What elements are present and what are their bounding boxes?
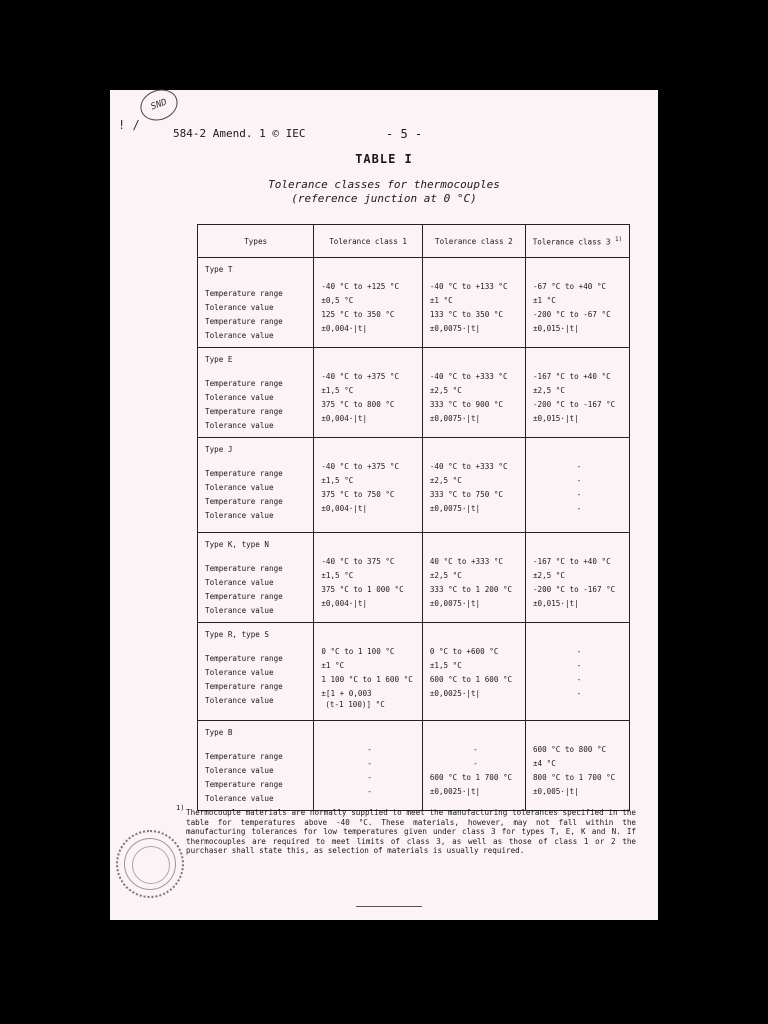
type-cell <box>198 533 314 623</box>
document-page <box>110 90 658 920</box>
type-cell <box>198 721 314 811</box>
footnote <box>176 804 636 856</box>
empty-value: - <box>576 504 582 513</box>
header-class3 <box>525 225 629 258</box>
cell-spacer <box>430 726 521 743</box>
tolerance-value: ±2,5 °C <box>429 571 462 580</box>
thermocouple-type: Type T <box>205 265 233 274</box>
parameter-label: Temperature range <box>205 564 283 573</box>
empty-value: - <box>576 675 582 684</box>
tolerance-value: (t-1 100)] °C <box>325 700 385 709</box>
class2-cell <box>422 348 525 438</box>
empty-value: - <box>473 745 478 754</box>
cell-spacer <box>533 443 625 460</box>
tolerance-value: -40 °C to +333 °C <box>429 462 508 471</box>
tolerance-value: ±0,0025·|t| <box>429 787 481 796</box>
class3-cell-content <box>526 348 629 430</box>
parameter-label: Temperature range <box>205 780 283 789</box>
class2-cell-content <box>423 623 525 705</box>
parameter-label: Tolerance value <box>205 303 274 312</box>
thermocouple-type: Type B <box>205 728 233 737</box>
tolerance-value: -200 °C to -67 °C <box>532 310 611 319</box>
parameter-label: Temperature range <box>205 752 283 761</box>
tolerance-value: 375 °C to 800 °C <box>321 400 395 409</box>
empty-value: - <box>576 476 582 485</box>
cell-spacer <box>321 538 417 555</box>
parameter-label: Tolerance value <box>205 578 274 587</box>
cell-spacer <box>430 443 521 460</box>
parameter-label: Tolerance value <box>205 794 274 803</box>
tolerance-value: 600 °C to 800 °C <box>532 745 607 754</box>
cell-spacer <box>430 353 521 370</box>
class3-cell-content <box>526 258 629 340</box>
tolerance-value: 800 °C to 1 700 °C <box>532 773 616 782</box>
cell-spacer <box>430 263 521 280</box>
tolerance-value: 0 °C to +600 °C <box>429 647 499 656</box>
tolerance-value: ±1 °C <box>532 296 556 305</box>
type-cell <box>198 623 314 721</box>
tolerance-value: ±0,0075·|t| <box>429 504 481 513</box>
tolerance-value: 600 °C to 1 700 °C <box>429 773 513 782</box>
page-number: - 5 - <box>386 127 423 141</box>
class2-cell <box>422 258 525 348</box>
tolerance-value: -200 °C to -167 °C <box>532 585 616 594</box>
thermocouple-type: Type J <box>205 445 233 454</box>
parameter-label: Temperature range <box>205 592 283 601</box>
class1-cell-content <box>314 438 421 520</box>
parameter-label: Tolerance value <box>205 483 274 492</box>
tolerance-value: ±1 °C <box>321 661 345 670</box>
class2-cell-content <box>423 533 525 615</box>
table-caption <box>110 178 658 206</box>
tolerance-table <box>197 224 630 811</box>
empty-value: - <box>576 647 582 656</box>
type-cell-content <box>198 533 313 622</box>
tolerance-value: -67 °C to +40 °C <box>532 282 607 291</box>
parameter-label: Tolerance value <box>205 766 274 775</box>
tolerance-value: -167 °C to +40 °C <box>532 372 611 381</box>
class3-cell-content <box>526 721 629 803</box>
parameter-label: Tolerance value <box>205 393 274 402</box>
tolerance-value: ±0,004·|t| <box>321 324 368 333</box>
tolerance-value: ±2,5 °C <box>429 476 462 485</box>
tolerance-value: ±4 °C <box>532 759 556 768</box>
parameter-label: Temperature range <box>205 407 283 416</box>
class2-cell <box>422 623 525 721</box>
tolerance-value: 375 °C to 1 000 °C <box>321 585 404 594</box>
class2-cell-content <box>423 721 525 803</box>
tolerance-value: -40 °C to +333 °C <box>429 372 508 381</box>
class1-cell <box>314 623 422 721</box>
tolerance-value: 133 °C to 350 °C <box>429 310 503 319</box>
header-types: Types <box>198 225 314 258</box>
seal-stamp <box>116 830 184 898</box>
footnote-mark: 1) <box>176 804 185 812</box>
header-class3-footnote-ref: 1) <box>615 236 623 244</box>
tolerance-value: 0 °C to 1 100 °C <box>321 647 395 656</box>
empty-value: - <box>576 462 582 471</box>
class2-cell <box>422 721 525 811</box>
class1-cell <box>314 438 422 533</box>
tolerance-value: -40 °C to +125 °C <box>321 282 400 291</box>
tolerance-value: ±0,004·|t| <box>321 414 368 423</box>
tolerance-value: ±0,0075·|t| <box>429 599 481 608</box>
empty-value: - <box>576 689 582 698</box>
type-cell-content <box>198 623 313 712</box>
tolerance-value: ±2,5 °C <box>532 571 565 580</box>
empty-value: - <box>473 759 478 768</box>
tolerance-value: 333 °C to 1 200 °C <box>429 585 513 594</box>
table-row <box>198 533 630 623</box>
class3-cell <box>525 438 629 533</box>
type-cell <box>198 348 314 438</box>
table-body <box>198 258 630 811</box>
tolerance-value: 125 °C to 350 °C <box>321 310 395 319</box>
empty-value: - <box>367 787 372 796</box>
table-row <box>198 348 630 438</box>
cell-spacer <box>533 263 625 280</box>
class3-cell-content <box>526 533 629 615</box>
parameter-label: Tolerance value <box>205 331 274 340</box>
tolerance-value: ±2,5 °C <box>429 386 462 395</box>
empty-value: - <box>367 759 372 768</box>
table-row <box>198 721 630 811</box>
class1-cell <box>314 258 422 348</box>
parameter-label: Tolerance value <box>205 606 274 615</box>
tolerance-value: -167 °C to +40 °C <box>532 557 611 566</box>
class1-cell-content <box>314 348 421 430</box>
tolerance-value: ±1,5 °C <box>321 386 354 395</box>
type-cell-content <box>198 721 313 810</box>
tolerance-value: 333 °C to 750 °C <box>429 490 503 499</box>
cell-spacer <box>533 353 625 370</box>
thermocouple-type: Type R, type S <box>205 630 270 639</box>
tolerance-value: ±0,004·|t| <box>321 599 368 608</box>
class3-cell <box>525 721 629 811</box>
empty-value: - <box>576 490 582 499</box>
tolerance-value: -40 °C to +375 °C <box>321 372 400 381</box>
cell-spacer <box>533 628 625 645</box>
tolerance-value: ±0,005·|t| <box>532 787 579 796</box>
type-cell-content <box>198 258 313 347</box>
tolerance-value: ±1,5 °C <box>321 476 354 485</box>
cell-spacer <box>430 538 521 555</box>
tolerance-value: ±0,015·|t| <box>532 414 579 423</box>
tolerance-value: ±[1 + 0,003 <box>321 689 372 698</box>
tolerance-value: ±2,5 °C <box>532 386 565 395</box>
tolerance-value: -40 °C to +375 °C <box>321 462 400 471</box>
class1-cell <box>314 721 422 811</box>
table-row <box>198 623 630 721</box>
cell-spacer <box>321 263 417 280</box>
table-row <box>198 258 630 348</box>
class1-cell-content <box>314 623 421 713</box>
tolerance-value: 333 °C to 900 °C <box>429 400 503 409</box>
caption-line-1: Tolerance classes for thermocouples <box>268 178 500 191</box>
parameter-label: Temperature range <box>205 497 283 506</box>
cell-spacer <box>321 628 417 645</box>
tolerance-value: ±1,5 °C <box>429 661 462 670</box>
tolerance-value: ±0,0075·|t| <box>429 414 481 423</box>
cell-spacer <box>321 443 417 460</box>
tolerance-value: -200 °C to -167 °C <box>532 400 616 409</box>
thermocouple-type: Type K, type N <box>205 540 270 549</box>
table-header-row <box>198 225 630 258</box>
tolerance-value: ±0,004·|t| <box>321 504 368 513</box>
tolerance-value: ±1,5 °C <box>321 571 354 580</box>
parameter-label: Temperature range <box>205 682 283 691</box>
footnote-text: Thermocouple materials are normally supplied to meet the manufacturing tolerances specified in the table for temperatures above -40 °C. These materials, however, may not fall within the manufacturing tolerances for low temperatures given under class 3 for types T, E, K and N. If thermocouples are required to meet limits of class 3, as well as those of class 1 or 2 the purchaser shall state this, as selection of materials is usually required. <box>186 808 636 855</box>
class1-cell <box>314 533 422 623</box>
class2-cell <box>422 533 525 623</box>
parameter-label: Tolerance value <box>205 696 274 705</box>
class2-cell-content <box>423 438 525 520</box>
header-class1: Tolerance class 1 <box>314 225 422 258</box>
class1-cell-content <box>314 721 421 803</box>
class3-cell-content <box>526 623 629 705</box>
parameter-label: Tolerance value <box>205 421 274 430</box>
type-cell <box>198 258 314 348</box>
empty-value: - <box>576 661 582 670</box>
parameter-label: Temperature range <box>205 469 283 478</box>
class3-cell <box>525 623 629 721</box>
parameter-label: Tolerance value <box>205 668 274 677</box>
thermocouple-type: Type E <box>205 355 233 364</box>
class2-cell <box>422 438 525 533</box>
seal-inner-ring <box>132 846 170 884</box>
tolerance-value: 600 °C to 1 600 °C <box>429 675 513 684</box>
tolerance-value: 1 100 °C to 1 600 °C <box>321 675 413 684</box>
parameter-label: Temperature range <box>205 379 283 388</box>
cell-spacer <box>533 538 625 555</box>
initials-stamp: SND <box>136 84 182 125</box>
tolerance-value: 375 °C to 750 °C <box>321 490 395 499</box>
caption-line-2: (reference junction at 0 °C) <box>291 192 477 205</box>
parameter-label: Temperature range <box>205 654 283 663</box>
type-cell-content <box>198 438 313 527</box>
bottom-rule <box>356 906 422 907</box>
cell-spacer <box>430 628 521 645</box>
parameter-label: Temperature range <box>205 289 283 298</box>
tolerance-value: ±0,5 °C <box>321 296 354 305</box>
tolerance-value: ±0,015·|t| <box>532 599 579 608</box>
class3-cell-content <box>526 438 629 520</box>
header-class3-label: Tolerance class 3 <box>532 237 611 247</box>
class3-cell <box>525 533 629 623</box>
margin-mark: ! / <box>118 118 140 132</box>
cell-spacer <box>533 726 625 743</box>
type-cell <box>198 438 314 533</box>
table-title: TABLE I <box>355 152 413 166</box>
tolerance-value: 40 °C to +333 °C <box>429 557 503 566</box>
tolerance-value: -40 °C to 375 °C <box>321 557 395 566</box>
tolerance-value: -40 °C to +133 °C <box>429 282 508 291</box>
tolerance-value: ±1 °C <box>429 296 453 305</box>
parameter-label: Temperature range <box>205 317 283 326</box>
class3-cell <box>525 348 629 438</box>
class3-cell <box>525 258 629 348</box>
class1-cell-content <box>314 533 421 615</box>
class2-cell-content <box>423 348 525 430</box>
class1-cell <box>314 348 422 438</box>
empty-value: - <box>367 745 372 754</box>
table-row <box>198 438 630 533</box>
tolerance-value: ±0,0075·|t| <box>429 324 481 333</box>
class2-cell-content <box>423 258 525 340</box>
tolerance-value: ±0,015·|t| <box>532 324 579 333</box>
tolerance-value: ±0,0025·|t| <box>429 689 481 698</box>
type-cell-content <box>198 348 313 437</box>
cell-spacer <box>321 353 417 370</box>
empty-value: - <box>367 773 372 782</box>
parameter-label: Tolerance value <box>205 511 274 520</box>
document-reference: 584-2 Amend. 1 © IEC <box>173 127 306 140</box>
cell-spacer <box>321 726 417 743</box>
class1-cell-content <box>314 258 421 340</box>
header-class2: Tolerance class 2 <box>422 225 525 258</box>
